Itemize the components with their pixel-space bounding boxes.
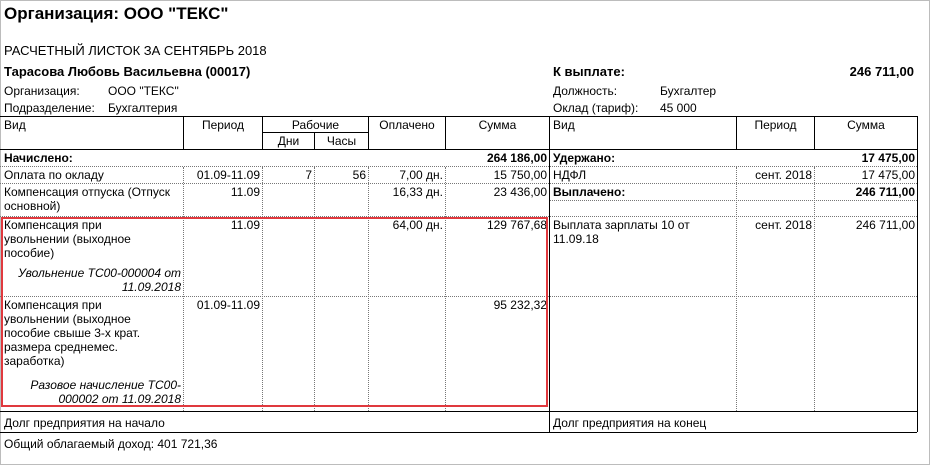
accrual-sum: 23 436,00	[493, 185, 547, 199]
accrual-sum: 15 750,00	[493, 168, 547, 182]
accrual-period: 01.09-11.09	[196, 168, 260, 182]
accrual-sum: 95 232,32	[493, 298, 547, 312]
withholding-sum: 17 475,00	[861, 168, 915, 182]
withheld-total: 17 475,00	[861, 151, 915, 165]
right-col-header-sum: Сумма	[847, 118, 885, 132]
accrual-period: 11.09	[230, 218, 260, 232]
payment-sum: 246 711,00	[855, 218, 915, 232]
payment-period: сент. 2018	[755, 218, 812, 232]
highlight-box	[1, 217, 548, 407]
right-col-header-period: Период	[754, 118, 797, 132]
col-header-period: Период	[201, 118, 245, 132]
col-header-hours: Часы	[326, 134, 357, 148]
table-right-border	[917, 116, 918, 432]
payslip-title: РАСЧЕТНЫЙ ЛИСТОК ЗА СЕНТЯБРЬ 2018	[4, 43, 267, 58]
dotted-row	[550, 200, 917, 201]
accrual-hours: 56	[352, 168, 366, 182]
right-col-header-vid: Вид	[553, 118, 575, 132]
accrual-period: 11.09	[230, 185, 260, 199]
accrual-document: Разовое начисление ТС00-000002 от 11.09.2018	[30, 378, 181, 406]
withheld-label: Удержано:	[553, 151, 616, 165]
employee-name: Тарасова Любовь Васильевна (00017)	[4, 64, 251, 79]
salary-label: Оклад (тариф):	[553, 101, 639, 115]
section-divider	[549, 116, 550, 432]
accrual-name: Компенсация отпуска (Отпуск основной)	[4, 185, 171, 213]
department-value: Бухгалтерия	[108, 101, 178, 115]
accrual-paid: 64,00 дн.	[392, 218, 443, 232]
col-header-working: Рабочие	[291, 118, 340, 132]
debt-end-label: Долг предприятия на конец	[553, 416, 707, 430]
to-pay-value: 246 711,00	[849, 64, 914, 79]
col-header-sum: Сумма	[478, 118, 517, 132]
table-top-border	[0, 116, 917, 117]
withholding-name: НДФЛ	[553, 168, 587, 182]
accrual-name: Компенсация при увольнении (выходное пособие)	[4, 218, 131, 260]
accrual-days: 7	[305, 168, 312, 182]
taxable-income: Общий облагаемый доход: 401 721,36	[4, 437, 218, 451]
accrual-name: Оплата по окладу	[4, 168, 104, 182]
accrued-total: 264 186,00	[486, 151, 547, 165]
org-value: ООО "ТЕКС"	[108, 84, 179, 98]
paid-out-label: Выплачено:	[553, 185, 626, 199]
table-bottom-border	[0, 411, 917, 412]
position-value: Бухгалтер	[660, 84, 717, 98]
accrued-label: Начислено:	[4, 151, 73, 165]
accrual-name: Компенсация при увольнении (выходное пособие свыше 3-х крат. размера среднемес. заработка)	[4, 298, 141, 368]
department-label: Подразделение:	[4, 101, 95, 115]
dotted-col	[736, 167, 737, 411]
col-header-paid: Оплачено	[379, 118, 435, 132]
position-label: Должность:	[553, 84, 618, 98]
col-header-vid: Вид	[4, 118, 26, 132]
dotted-col	[814, 167, 815, 411]
dotted-row	[0, 183, 917, 184]
withholding-period: сент. 2018	[755, 168, 812, 182]
footer-border	[0, 432, 917, 433]
to-pay-label: К выплате:	[553, 64, 625, 79]
dotted-row	[0, 166, 917, 167]
accrual-document: Увольнение ТС00-000004 от 11.09.2018	[18, 266, 181, 294]
organization-title: Организация: ООО "ТЕКС"	[4, 4, 229, 23]
accrual-period: 01.09-11.09	[196, 298, 260, 312]
org-label: Организация:	[4, 84, 80, 98]
col-header-days: Дни	[277, 134, 300, 148]
paid-out-total: 246 711,00	[855, 185, 915, 199]
accrual-paid: 7,00 дн.	[399, 168, 443, 182]
salary-value: 45 000	[660, 101, 697, 115]
debt-start-label: Долг предприятия на начало	[4, 416, 165, 430]
table-header-border	[0, 149, 917, 150]
payment-name: Выплата зарплаты 10 от 11.09.18	[553, 218, 690, 246]
accrual-paid: 16,33 дн.	[392, 185, 443, 199]
working-subheader-border	[262, 132, 368, 133]
accrual-sum: 129 767,68	[486, 218, 547, 232]
